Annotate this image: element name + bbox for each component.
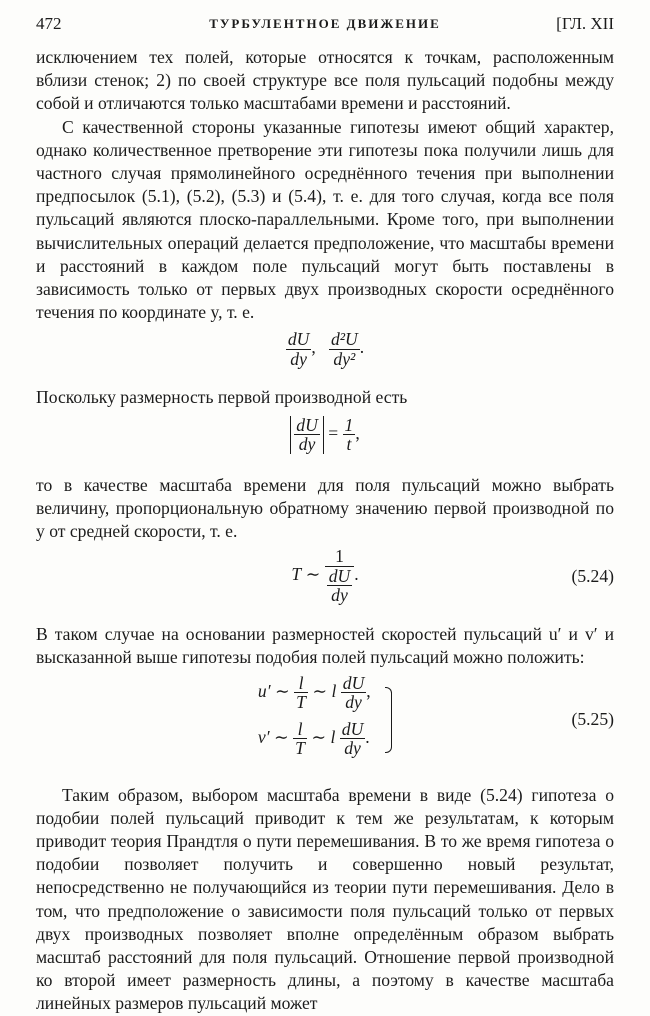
denominator: dy — [327, 585, 353, 604]
numerator: 1 — [344, 414, 354, 435]
period: . — [354, 564, 359, 584]
equation-v-line — [258, 720, 371, 766]
frac-dU-dy — [341, 674, 367, 712]
page-number: 472 — [36, 14, 62, 33]
denominator: T — [295, 738, 305, 759]
equation-dimension — [36, 410, 614, 474]
denominator: dy — [341, 692, 367, 711]
numerator: l — [298, 672, 304, 693]
frac-l-T — [294, 674, 308, 712]
numerator: 1 — [335, 546, 344, 567]
numerator: l — [297, 718, 303, 739]
paragraph-6: Таким образом, выбором масштаба времени в виде (5.24) гипотеза о подобии полей пульсаций приводит к тем же результатам, к которым приводит теория Прандтля о пути перемешивания. В то же время гипотеза о подобии позволяет получить и совершенно новый результат, непосредственно не получающийся из теории пути перемешивания. Дело в том, что предположение о зависимости поля пульсаций только от первых двух производных позволяет вполне определённым образом выбрать масштаб расстояний для поля пульсаций. Отношение первой производной ко второй имеет размерность длины, а поэтому в качестве масштаба линейных размеров пульсаций может — [36, 784, 614, 1014]
paragraph-1: исключением тех полей, которые относятся к точкам, расположенным вблизи стенок; 2) по своей структуре все поля пульсаций подобны между собой и отличаются только масштабами времени и расстояний. — [36, 47, 614, 114]
dimension-bracket — [290, 416, 324, 454]
numerator: dU — [342, 672, 365, 693]
equation-number: (5.24) — [571, 566, 614, 587]
sim-sign: ∼ — [311, 726, 327, 747]
equals-sign: = — [328, 422, 339, 443]
period: . — [359, 337, 365, 358]
frac-1-t — [343, 416, 356, 454]
frac-dU-dy — [327, 567, 353, 605]
chapter-label: [ГЛ. XII — [556, 14, 614, 33]
comma: , — [311, 337, 316, 358]
frac-1-over-dUdy — [325, 547, 355, 604]
comma: , — [355, 422, 360, 443]
running-title: ТУРБУЛЕНТНОЕ ДВИЖЕНИЕ — [209, 16, 441, 31]
frac-dU-dy — [340, 720, 366, 758]
equation-number: (5.25) — [571, 708, 614, 729]
paragraph-2: С качественной стороны указанные гипотезы имеют общий характер, однако количественное претворение эти гипотезы пока получили лишь для частного случая прямолинейного осреднённого течения при выполнении предпосылок (5.1), (5.2), (5.3) и (5.4), т. е. для того случая, когда все поля пульсаций являются плоско-параллельными. Кроме того, при выполнении вычислительных операций делается предположение, что масштабы времени и расстояний в каждом поле пульсаций могут быть поставлены в зависимость только от первых двух производных скорости осреднённого течения по координате y, т. е. — [36, 116, 614, 323]
equation-u-line — [258, 674, 371, 720]
paragraph-5: В таком случае на основании размерностей скоростей пульсаций u′ и v′ и высказанной выше гипотезы подобия полей пульсаций можно положить: — [36, 624, 614, 668]
equation-5-24 — [36, 543, 614, 623]
brace-right — [385, 687, 392, 753]
frac-d2U-dy2 — [329, 330, 360, 368]
frac-l-T — [293, 720, 307, 758]
denominator: T — [296, 692, 306, 713]
numerator: dU — [341, 718, 364, 739]
symbol-u-prime: u′ — [257, 680, 271, 701]
frac-dU-dy — [286, 330, 312, 368]
sim-sign: ∼ — [273, 726, 289, 747]
frac-dU-dy — [294, 416, 320, 454]
period: . — [365, 726, 370, 747]
denominator — [325, 566, 355, 605]
numerator: d²U — [330, 329, 358, 350]
denominator: dy — [340, 738, 366, 757]
numerator: dU — [287, 329, 310, 350]
equation-system — [258, 674, 371, 766]
comma: , — [366, 680, 371, 701]
sim-sign: ∼ — [274, 680, 290, 701]
denominator: dy — [294, 434, 320, 453]
denominator: t — [343, 434, 356, 453]
numerator: dU — [328, 565, 351, 586]
numerator: dU — [296, 414, 318, 435]
paragraph-3: Поскольку размерность первой производной есть — [36, 387, 408, 408]
equation-derivatives — [36, 324, 614, 386]
symbol-T: T — [291, 564, 302, 584]
denominator: dy² — [329, 349, 360, 368]
page-body — [36, 46, 614, 1016]
symbol-v-prime: v′ — [257, 726, 270, 747]
symbol-l: l — [330, 726, 336, 747]
sim-sign: ∼ — [305, 564, 321, 584]
symbol-l: l — [331, 680, 337, 701]
page-header — [36, 14, 614, 38]
sim-sign: ∼ — [312, 680, 328, 701]
equation-5-25 — [36, 670, 614, 784]
denominator: dy — [286, 349, 312, 368]
paragraph-4: то в качестве масштаба времени для поля пульсаций можно выбрать величину, пропорциональную обратному значению первой производной по y от средней скорости, т. е. — [36, 474, 614, 542]
